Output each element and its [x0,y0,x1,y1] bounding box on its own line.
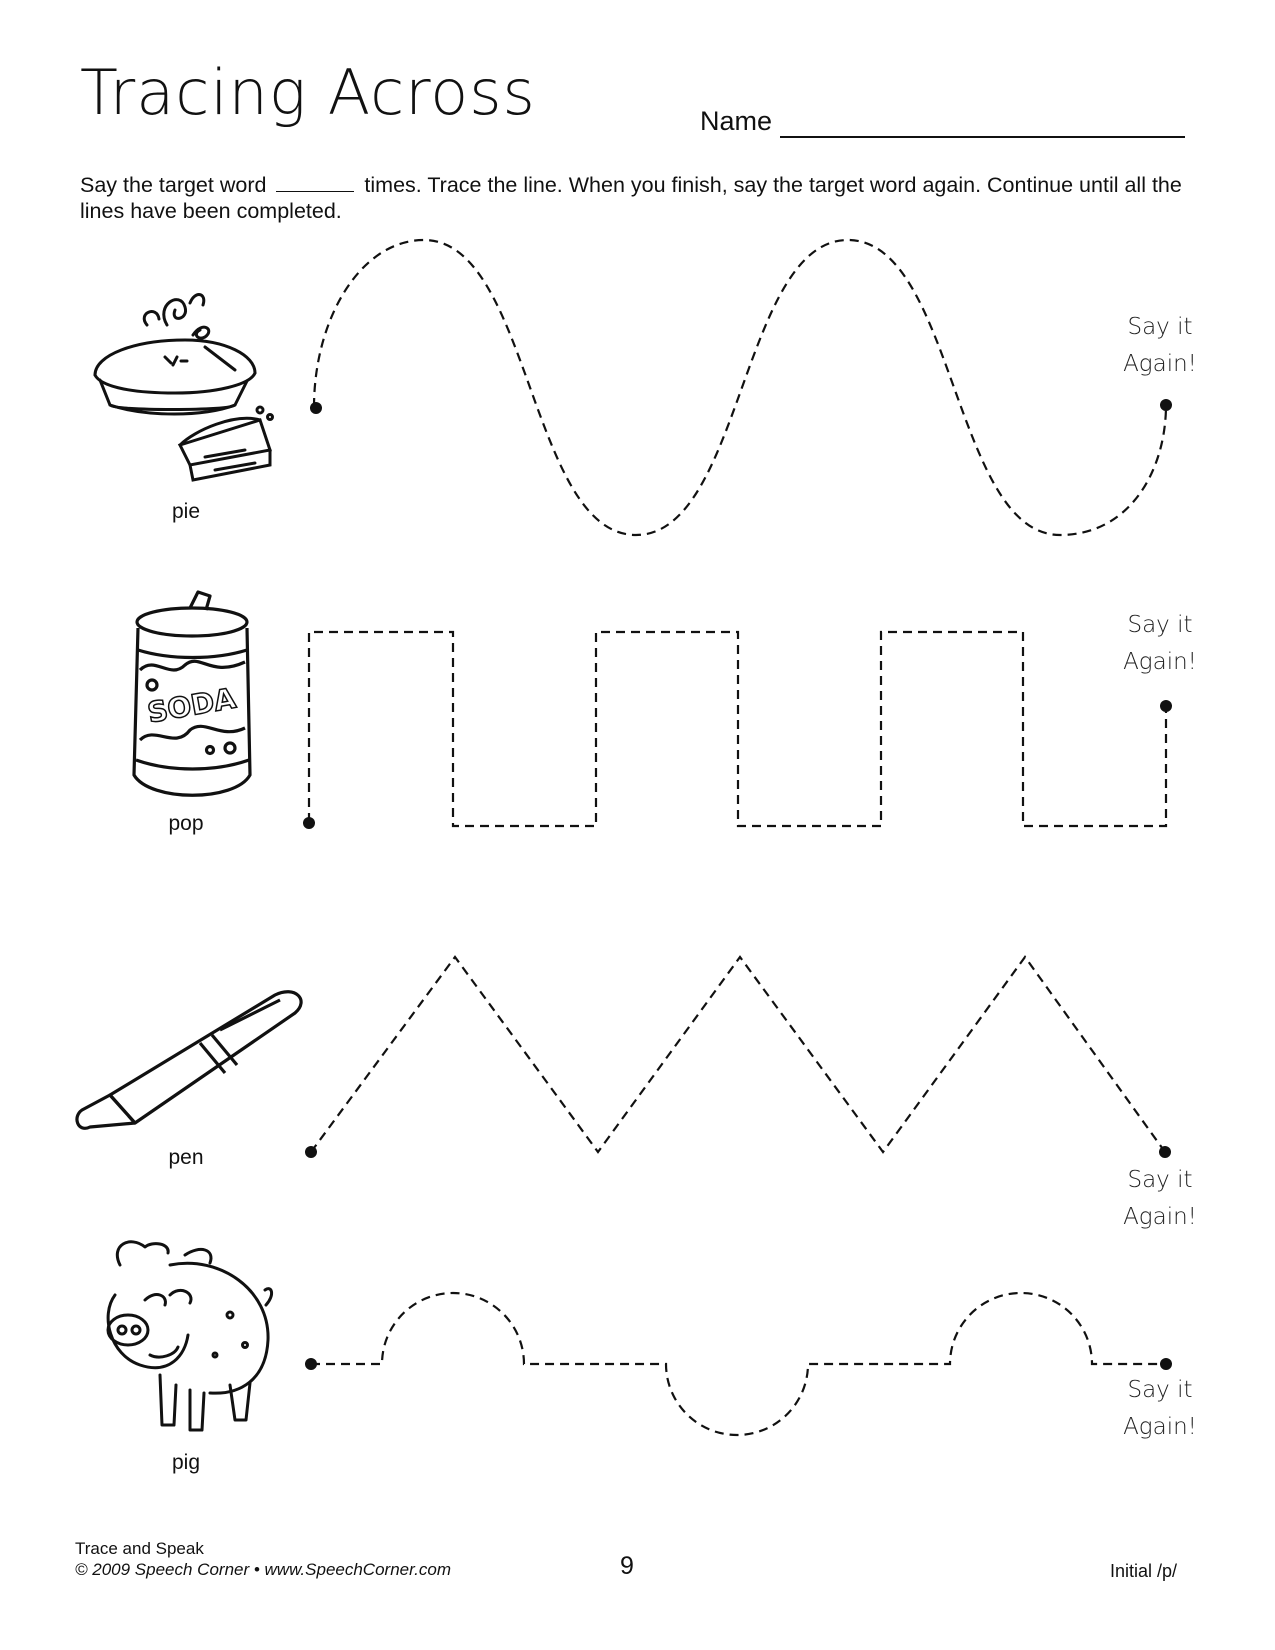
say-it-line1: Say it [1127,314,1193,340]
soda-can-icon [130,590,255,805]
start-dot [305,1146,317,1158]
footer-series-title: Trace and Speak [75,1539,204,1558]
instructions-part2: times. Trace the line. When you finish, say the target word again. Continue until all the lines have been completed. [80,173,1182,223]
target-sound: Initial /p/ [1110,1561,1178,1581]
trace-path-zigzag[interactable] [311,957,1165,1152]
word-label-pig: pig [171,1451,201,1474]
end-dot [1160,700,1172,712]
say-it-line1: Say it [1127,612,1193,638]
word-label-pop: pop [168,812,204,835]
say-it-again [1110,1372,1210,1446]
word-label-pen: pen [168,1146,204,1169]
pig-icon [90,1235,280,1440]
page-number: 9 [620,1552,634,1580]
start-dot [305,1358,317,1370]
end-dot [1159,1146,1171,1158]
say-it-line2: Again! [1123,649,1197,675]
say-it-again [1110,607,1210,681]
start-dot [303,817,315,829]
trace-path-bumps[interactable] [311,1293,1166,1435]
instructions-part1: Say the target word [80,173,267,197]
trace-path-square-wave[interactable] [309,632,1166,826]
say-it-line2: Again! [1123,1414,1197,1440]
say-it-again [1110,309,1210,383]
start-dot [310,402,322,414]
footer-copyright: © 2009 Speech Corner • www.SpeechCorner.com [75,1560,451,1579]
pie-icon [85,285,285,490]
trace-path-wave[interactable] [314,240,1166,535]
say-it-line1: Say it [1127,1167,1193,1193]
end-dot [1160,1358,1172,1370]
page-title: Tracing Across [80,56,536,129]
end-dot [1160,399,1172,411]
say-it-line2: Again! [1123,351,1197,377]
pen-icon [70,985,315,1140]
word-label-pie: pie [171,500,201,523]
footer-credits [75,1538,451,1580]
say-it-line1: Say it [1127,1377,1193,1403]
say-it-line2: Again! [1123,1204,1197,1230]
name-label: Name [700,106,773,136]
soda-can-text: SODA [144,681,239,730]
say-it-again [1110,1162,1210,1236]
